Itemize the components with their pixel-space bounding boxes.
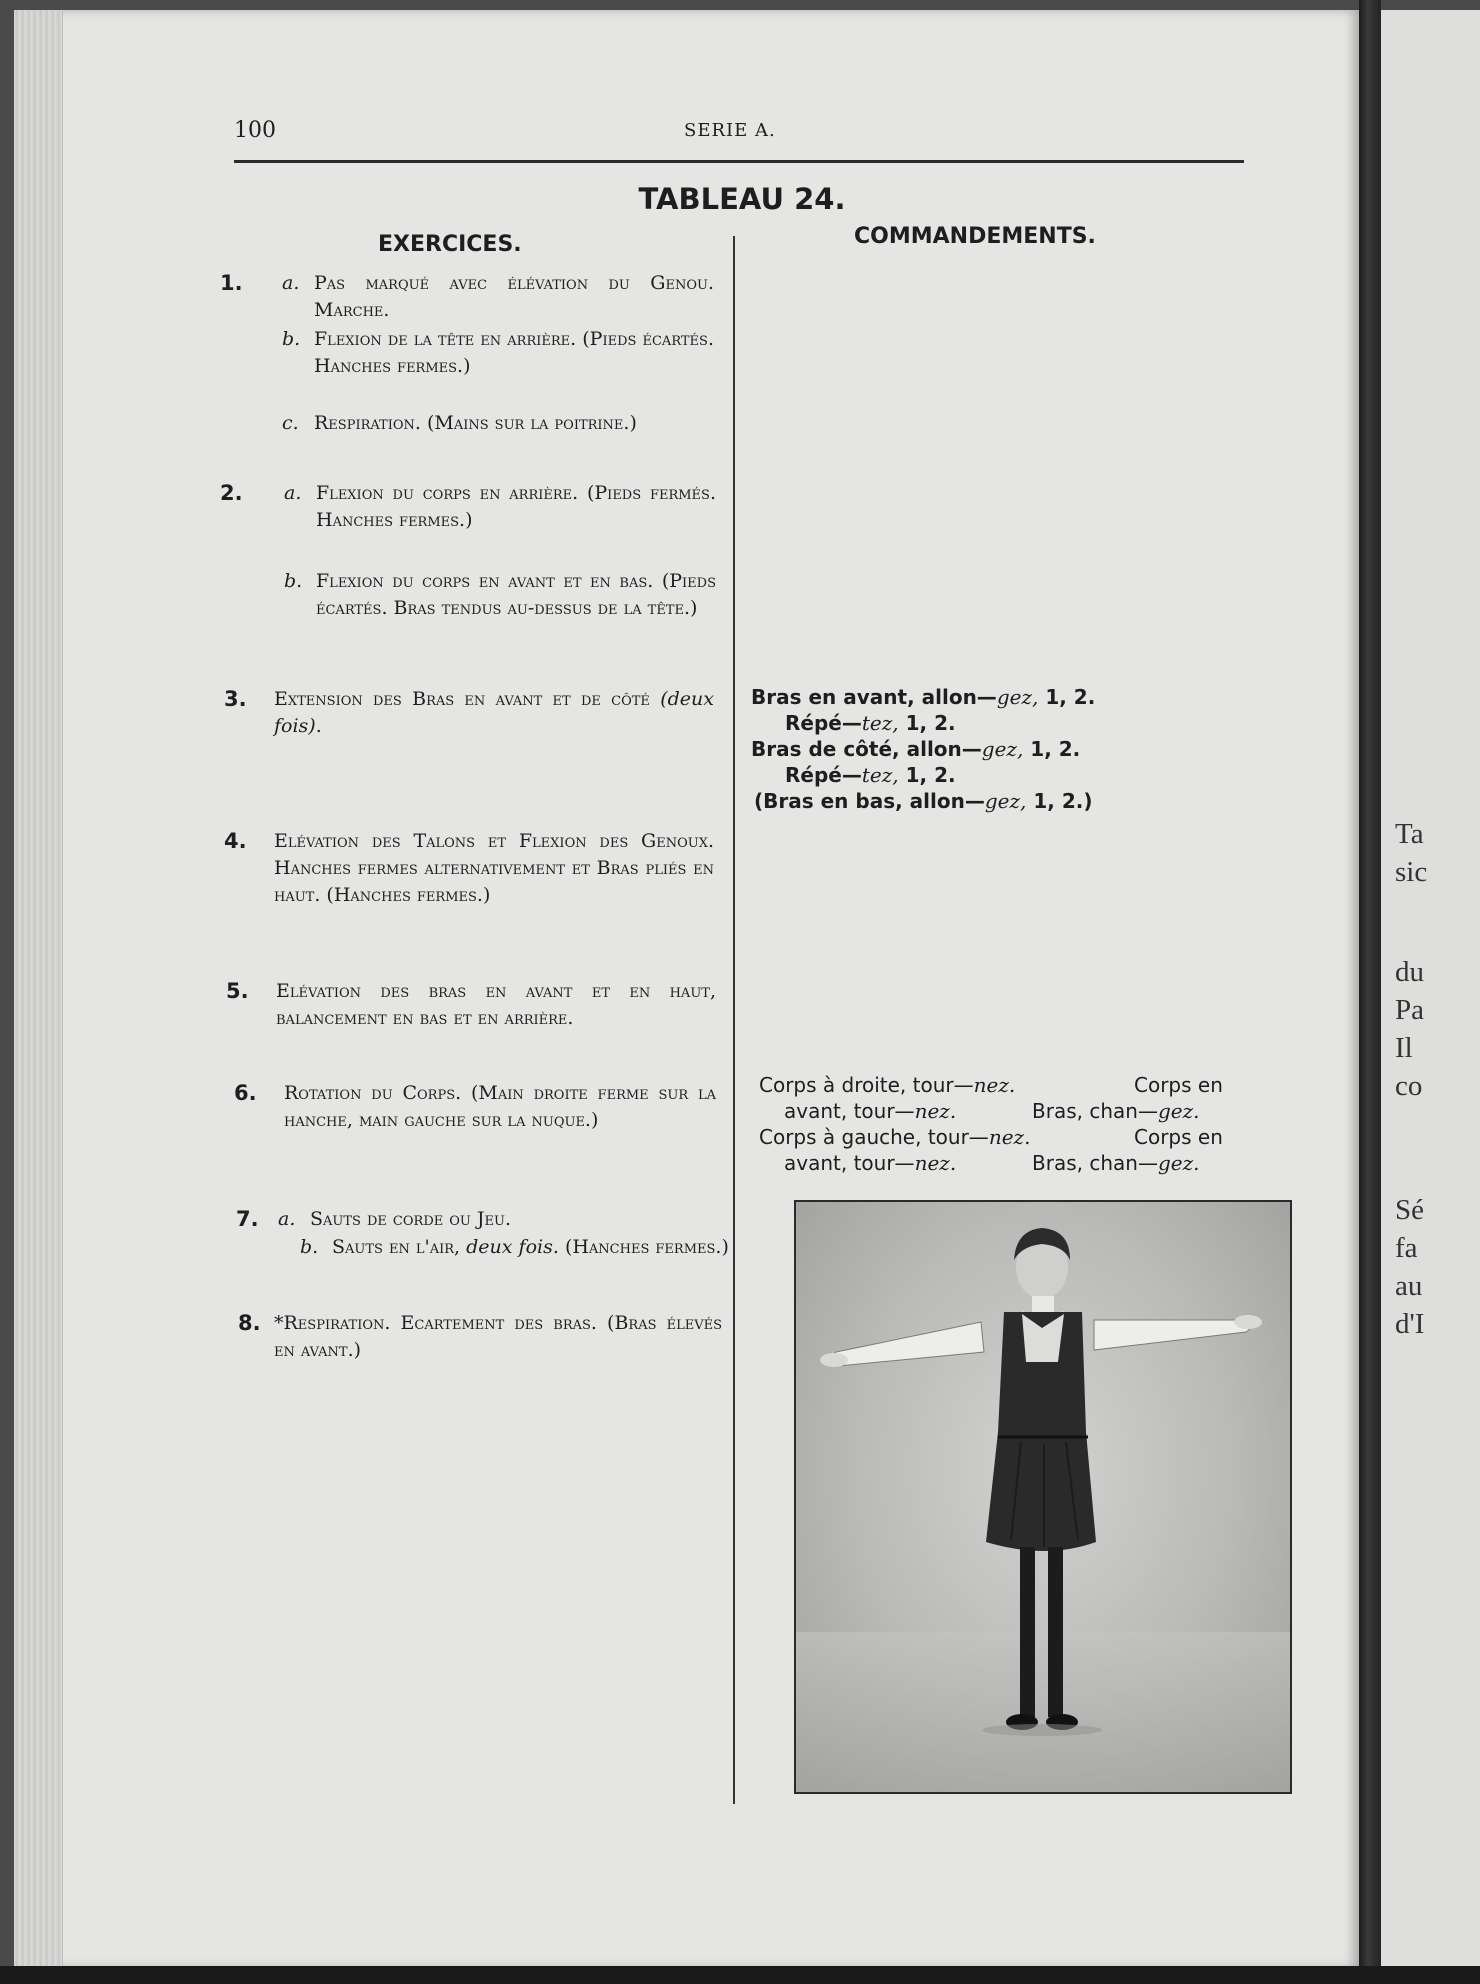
command-line: Bras en avant, allon—gez, 1, 2. bbox=[751, 685, 1096, 709]
command-line: Bras de côté, allon—gez, 1, 2. bbox=[751, 737, 1081, 761]
book-page bbox=[14, 10, 1359, 1968]
table-title: TABLEAU 24. bbox=[638, 182, 846, 216]
exercise-text: *Respiration. Ecartement des bras. (Bras élevés en avant.) bbox=[274, 1312, 722, 1361]
scan-bottom-edge bbox=[0, 1966, 1480, 1984]
exercise-number: 8. bbox=[238, 1311, 261, 1335]
exercise-number: 7. bbox=[236, 1207, 259, 1231]
commands-heading: COMMANDEMENTS. bbox=[854, 224, 1096, 249]
exercise-text: Sauts de corde ou Jeu. bbox=[310, 1208, 512, 1230]
exercise-number: 5. bbox=[226, 979, 249, 1003]
command-line: avant, tour—nez. bbox=[784, 1151, 957, 1175]
exercise-text: Flexion du corps en avant et en bas. (Pieds écartés. Bras tendus au-dessus de la tête.) bbox=[316, 570, 716, 619]
command-line: Répé—tez, 1, 2. bbox=[785, 763, 956, 787]
header-rule bbox=[234, 160, 1244, 163]
command-line-end: Bras, chan—gez. bbox=[1032, 1151, 1200, 1175]
item-letter: a. bbox=[284, 482, 302, 504]
exercise-photograph bbox=[794, 1200, 1292, 1794]
book-gutter bbox=[1359, 0, 1381, 1984]
command-line-end: Corps en bbox=[1134, 1125, 1223, 1149]
exercise-text: Elévation des bras en avant et en haut, balancement en bas et en arrière. bbox=[276, 980, 716, 1029]
exercise-number: 6. bbox=[234, 1081, 257, 1105]
exercise-number: 4. bbox=[224, 829, 247, 853]
woman-arms-extended-image bbox=[796, 1202, 1290, 1792]
item-letter: c. bbox=[282, 412, 299, 434]
item-letter: a. bbox=[278, 1208, 296, 1230]
next-page-fragment: Pa bbox=[1395, 994, 1424, 1026]
exercise-text: Rotation du Corps. (Main droite ferme sur la hanche, main gauche sur la nuque.) bbox=[284, 1082, 716, 1131]
command-line: avant, tour—nez. bbox=[784, 1099, 957, 1123]
next-page-fragment: Il bbox=[1395, 1032, 1413, 1064]
next-page-fragment: sic bbox=[1395, 856, 1428, 888]
command-line-end: Corps en bbox=[1134, 1073, 1223, 1097]
running-title: SERIE A. bbox=[684, 120, 776, 141]
exercise-text: Respiration. (Mains sur la poitrine.) bbox=[314, 412, 637, 434]
column-divider bbox=[733, 236, 735, 1804]
item-letter: b. bbox=[284, 570, 303, 592]
exercise-text: Flexion de la tête en arrière. (Pieds écartés. Hanches fermes.) bbox=[314, 328, 714, 377]
next-page-edge bbox=[1381, 10, 1480, 1968]
command-line: (Bras en bas, allon—gez, 1, 2.) bbox=[754, 789, 1093, 813]
command-line-end: Bras, chan—gez. bbox=[1032, 1099, 1200, 1123]
next-page-fragment: au bbox=[1395, 1270, 1423, 1302]
page-stack-edges bbox=[14, 10, 63, 1968]
exercise-text: Elévation des Talons et Flexion des Genoux. Hanches fermes alternativement et Bras pliés en haut. (Hanches fermes.) bbox=[274, 830, 714, 906]
next-page-fragment: Ta bbox=[1395, 818, 1424, 850]
item-letter: b. bbox=[282, 328, 301, 350]
command-line: Corps à gauche, tour—nez. bbox=[759, 1125, 1031, 1149]
item-letter: a. bbox=[282, 272, 300, 294]
exercise-number: 3. bbox=[224, 687, 247, 711]
exercises-heading: EXERCICES. bbox=[378, 232, 522, 257]
command-line: Corps à droite, tour—nez. bbox=[759, 1073, 1016, 1097]
exercise-text: Flexion du corps en arrière. (Pieds fermés. Hanches fermes.) bbox=[316, 482, 716, 531]
next-page-fragment: Sé bbox=[1395, 1194, 1424, 1226]
exercise-text: Extension des Bras en avant et de côté (deux fois). bbox=[274, 688, 714, 737]
next-page-fragment: du bbox=[1395, 956, 1424, 988]
exercise-number: 1. bbox=[220, 271, 243, 295]
next-page-fragment: d'I bbox=[1395, 1308, 1425, 1340]
exercise-text: Pas marqué avec élévation du Genou. Marche. bbox=[314, 272, 714, 321]
next-page-fragment: co bbox=[1395, 1070, 1423, 1102]
command-line: Répé—tez, 1, 2. bbox=[785, 711, 956, 735]
page-number: 100 bbox=[234, 118, 276, 143]
item-letter: b. bbox=[300, 1236, 319, 1258]
exercise-text: Sauts en l'air, deux fois. (Hanches fermes.) bbox=[332, 1236, 729, 1258]
exercise-number: 2. bbox=[220, 481, 243, 505]
next-page-fragment: fa bbox=[1395, 1232, 1418, 1264]
